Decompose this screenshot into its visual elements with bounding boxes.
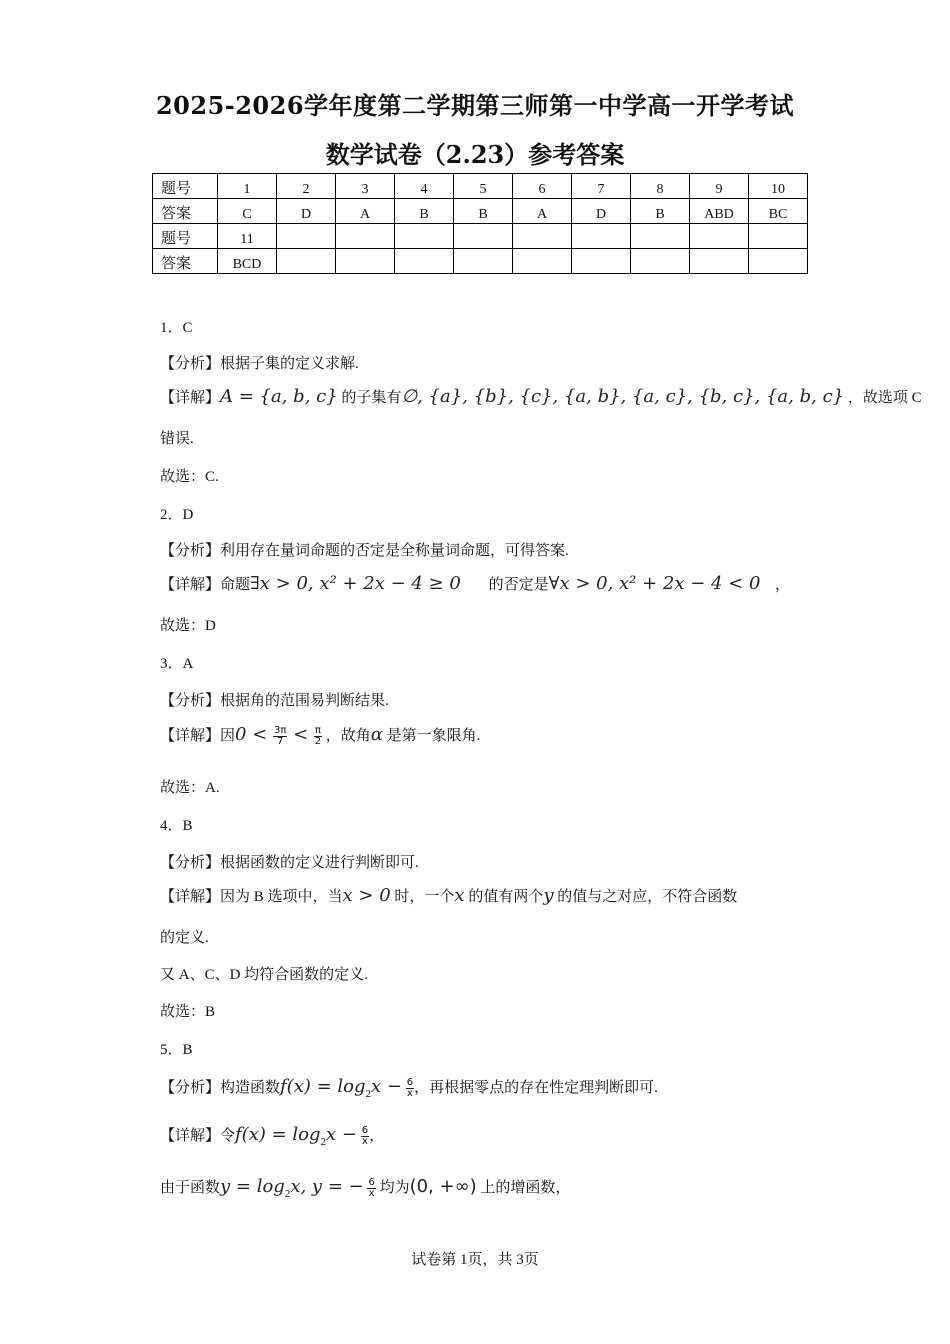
q3-detail-text: ，故角 — [325, 728, 371, 744]
table-cell: 11 — [218, 224, 277, 249]
page-title-line1: 2025-2026学年度第二学期第三师第一中学高一开学考试 — [155, 91, 795, 120]
table-cell — [690, 249, 749, 274]
q5-frac-6-x — [406, 1078, 414, 1099]
q5-interval: (0, +∞) — [409, 1176, 477, 1197]
frac-denominator: 2 — [314, 736, 322, 748]
q1-conclusion: 故选：C. — [160, 469, 219, 485]
q4-detail-label: 【详解】因为 B 选项中，当 — [160, 889, 343, 905]
q3-math-lt: < — [287, 724, 314, 745]
q4-conclusion: 故选：B — [160, 1004, 216, 1020]
table-cell — [690, 224, 749, 249]
table-cell — [513, 249, 572, 274]
table-cell: ABD — [690, 199, 749, 224]
q5-line-text: 均为 — [379, 1180, 410, 1196]
q4-detail-cont: 的定义. — [160, 930, 209, 946]
q2-heading: 2．D — [160, 507, 194, 523]
q5-line-label: 由于函数 — [160, 1180, 221, 1196]
frac-numerator: 6 — [368, 1177, 375, 1189]
q3-conclusion: 故选：A. — [160, 780, 220, 796]
q5-func-rest: x − — [371, 1076, 402, 1097]
q1-math-subsets: ∅, {a}, {b}, {c}, {a, b}, {a, c}, {b, c}, {a, b, c} — [401, 386, 845, 407]
q1-detail-label: 【详解】 — [160, 390, 221, 406]
q3-detail-label: 【详解】因 — [160, 728, 236, 744]
table-header-cell: 答案 — [153, 199, 218, 224]
q4-math-y: y — [543, 885, 554, 906]
q1-analysis: 【分析】根据子集的定义求解. — [160, 356, 359, 372]
frac-numerator: 6 — [361, 1125, 369, 1137]
q5-log-base: 2 — [284, 1188, 291, 1200]
table-cell — [336, 249, 395, 274]
q2-conclusion: 故选：D — [160, 618, 216, 634]
q4-heading: 4．B — [160, 818, 193, 834]
q5-heading: 5．B — [160, 1042, 193, 1058]
page-title-line2: 数学试卷（2.23）参考答案 — [325, 140, 625, 169]
q1-detail — [160, 386, 922, 407]
table-cell: 10 — [749, 174, 808, 199]
q5-log-base: 2 — [365, 1088, 372, 1100]
q4-analysis: 【分析】根据函数的定义进行判断即可. — [160, 855, 419, 871]
table-cell — [572, 249, 631, 274]
table-header-cell: 题号 — [153, 224, 218, 249]
q2-analysis: 【分析】利用存在量词命题的否定是全称量词命题，可得答案. — [160, 543, 569, 559]
table-header-cell: 题号 — [153, 174, 218, 199]
table-row-answers-2 — [153, 249, 808, 274]
q3-math-zero: 0 < — [235, 724, 273, 745]
frac-denominator: 7 — [277, 736, 284, 748]
table-cell — [454, 249, 513, 274]
q3-alpha: α — [370, 724, 383, 745]
q5-frac-6-x — [367, 1178, 375, 1199]
table-cell — [513, 224, 572, 249]
table-cell: 6 — [513, 174, 572, 199]
q2-detail-text-b: ， — [774, 577, 790, 593]
q4-detail-text-c: 的值与之对应，不符合函数 — [557, 889, 738, 905]
q1-detail-text-b: ，故选项 C — [847, 390, 922, 406]
q4-detail — [160, 885, 737, 906]
frac-numerator: 6 — [406, 1077, 414, 1089]
table-cell — [395, 249, 454, 274]
table-cell: 1 — [218, 174, 277, 199]
q4-math-x: x — [454, 885, 465, 906]
q5-line — [160, 1176, 570, 1200]
table-cell: 4 — [395, 174, 454, 199]
table-cell: B — [631, 199, 690, 224]
frac-denominator: x — [368, 1188, 375, 1200]
q5-func-rest: x − — [326, 1124, 357, 1145]
q5-analysis-text: ，再根据零点的存在性定理判断即可. — [414, 1080, 658, 1096]
q5-line-text-b: 上的增函数， — [480, 1180, 571, 1196]
table-cell: 7 — [572, 174, 631, 199]
table-cell: B — [395, 199, 454, 224]
q4-detail-text: 时，一个 — [394, 889, 455, 905]
table-cell: 3 — [336, 174, 395, 199]
q4-math-x-gt-0: x > 0 — [342, 885, 391, 906]
q4-detail-text-b: 的值有两个 — [468, 889, 544, 905]
table-cell: 9 — [690, 174, 749, 199]
table-cell: 2 — [277, 174, 336, 199]
q5-log-base: 2 — [320, 1136, 327, 1148]
frac-denominator: x — [361, 1136, 368, 1148]
q5-frac-6-x — [361, 1126, 369, 1147]
q1-detail-text: 的子集有 — [341, 390, 402, 406]
table-header-cell: 答案 — [153, 249, 218, 274]
table-cell — [277, 249, 336, 274]
table-cell: BC — [749, 199, 808, 224]
q5-func: f(x) = log — [280, 1076, 366, 1097]
table-cell — [336, 224, 395, 249]
q5-analysis-label: 【分析】构造函数 — [160, 1080, 281, 1096]
frac-numerator: 3π — [274, 725, 287, 737]
q4-extra: 又 A、C、D 均符合函数的定义. — [160, 967, 368, 983]
q5-line-math-b: x, y = − — [290, 1176, 364, 1197]
table-cell — [749, 249, 808, 274]
q5-line-math-a: y = log — [220, 1176, 285, 1197]
table-cell: 8 — [631, 174, 690, 199]
q2-detail — [160, 573, 790, 594]
q2-detail-label: 【详解】命题 — [160, 577, 251, 593]
table-cell — [631, 224, 690, 249]
q2-math-forall: ∀x > 0, x² + 2x − 4 < 0 — [548, 573, 761, 594]
table-row-numbers-1 — [153, 174, 808, 199]
table-cell: A — [513, 199, 572, 224]
q5-func: f(x) = log — [235, 1124, 321, 1145]
table-cell — [454, 224, 513, 249]
table-cell: D — [572, 199, 631, 224]
table-cell: A — [336, 199, 395, 224]
q3-detail — [160, 724, 480, 747]
frac-numerator: π — [314, 725, 321, 737]
table-cell — [395, 224, 454, 249]
table-cell: C — [218, 199, 277, 224]
q3-detail-text-b: 是第一象限角. — [386, 728, 481, 744]
q1-detail-cont: 错误. — [160, 431, 194, 447]
q2-math-exists: ∃x > 0, x² + 2x − 4 ≥ 0 — [250, 573, 461, 594]
q1-heading: 1．C — [160, 320, 193, 336]
table-cell: BCD — [218, 249, 277, 274]
table-cell — [749, 224, 808, 249]
q3-frac-3pi-7 — [273, 726, 287, 747]
table-cell — [277, 224, 336, 249]
q3-frac-pi-2 — [314, 726, 322, 747]
q5-detail-label: 【详解】令 — [160, 1128, 236, 1144]
answer-table — [152, 173, 808, 274]
table-cell: 5 — [454, 174, 513, 199]
page-footer: 试卷第 1页，共 3页 — [411, 1252, 539, 1268]
q1-math-set: A = {a, b, c} — [220, 386, 338, 407]
q2-detail-text: 的否定是 — [488, 577, 549, 593]
q5-detail-text: ， — [369, 1128, 385, 1144]
frac-denominator: x — [406, 1088, 413, 1100]
table-row-numbers-2 — [153, 224, 808, 249]
table-cell — [572, 224, 631, 249]
q5-detail — [160, 1124, 384, 1148]
q3-analysis: 【分析】根据角的范围易判断结果. — [160, 693, 389, 709]
table-cell — [631, 249, 690, 274]
table-cell: B — [454, 199, 513, 224]
table-cell: D — [277, 199, 336, 224]
table-row-answers-1 — [153, 199, 808, 224]
q5-analysis — [160, 1076, 658, 1100]
q3-heading: 3．A — [160, 656, 194, 672]
